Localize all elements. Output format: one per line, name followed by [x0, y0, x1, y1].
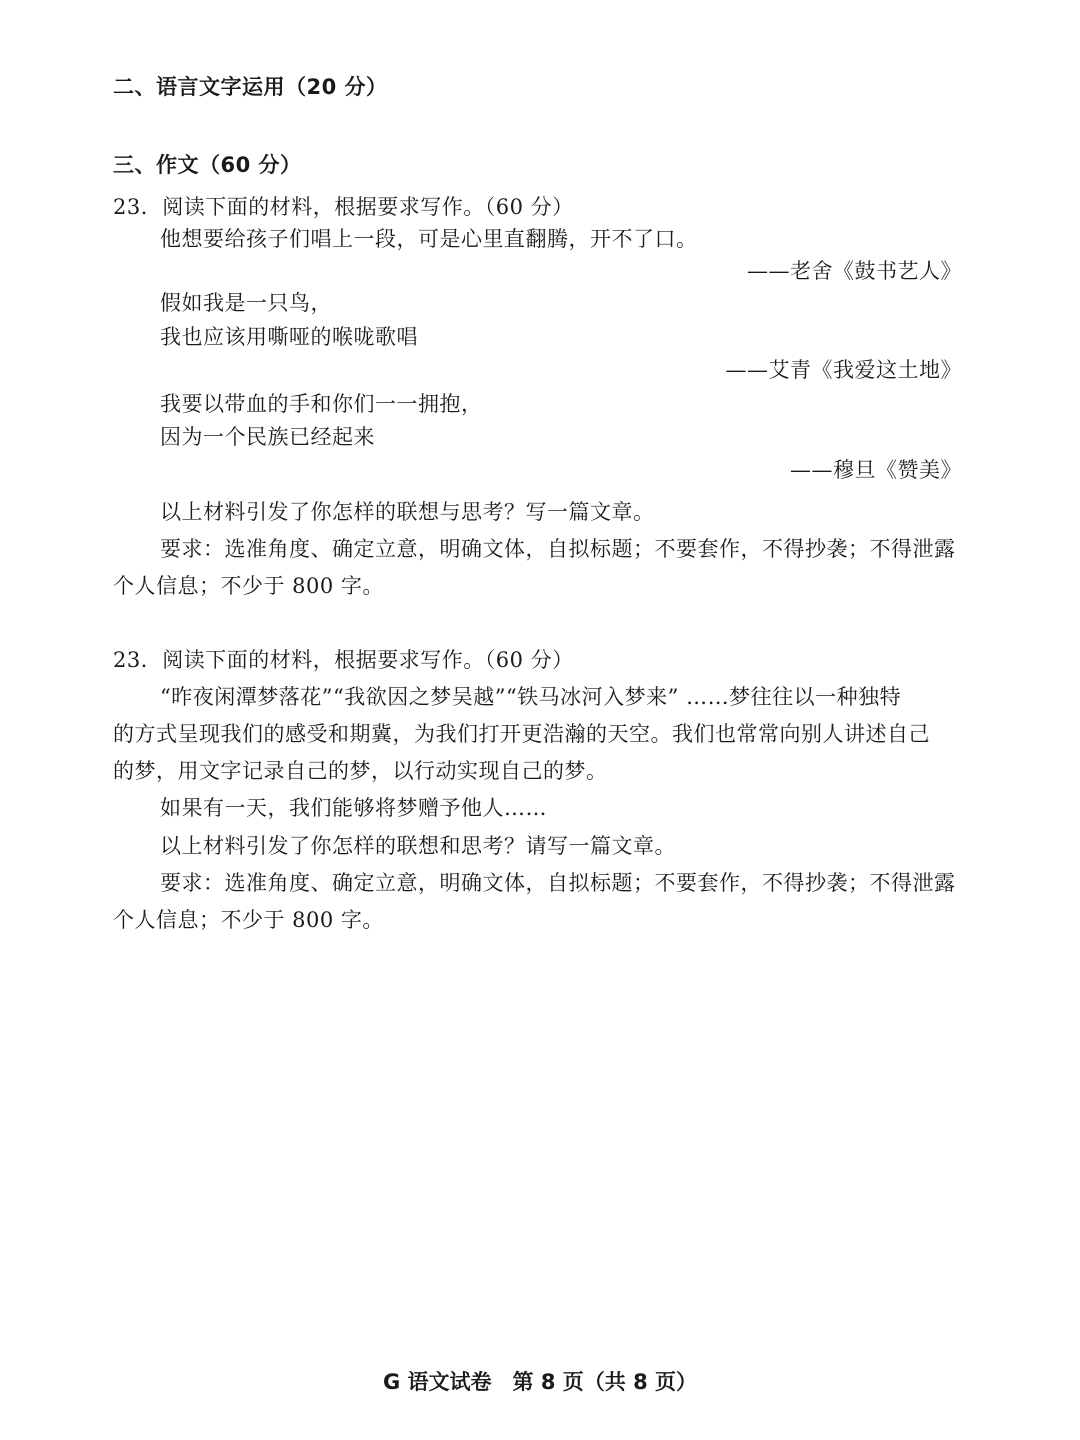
quote-mudan-line2: 因为一个民族已经起来 — [160, 425, 375, 449]
source-mudan: ——穆旦《赞美》 — [790, 458, 962, 482]
material-line2: 的方式呈现我们的感受和期冀，为我们打开更浩瀚的天空。我们也常常向别人讲述自己 — [113, 722, 930, 746]
material-line4: 如果有一天，我们能够将梦赠予他人…… — [160, 796, 547, 820]
page-footer: G 语文试卷 第 8 页（共 8 页） — [382, 1370, 697, 1394]
material-line1: “昨夜闲潭梦落花”“我欲因之梦吴越”“铁马冰河入梦来” ……梦往往以一种独特 — [160, 685, 902, 709]
question-2-task: 以上材料引发了你怎样的联想和思考？请写一篇文章。 — [160, 834, 676, 858]
section3-heading: 三、作文（60 分） — [113, 153, 302, 177]
question-1-requirements-line1: 要求：选准角度、确定立意，明确文体，自拟标题；不要套作，不得抄袭；不得泄露 — [160, 537, 956, 561]
question-1-requirements-line2: 个人信息；不少于 800 字。 — [113, 574, 384, 598]
question-2-requirements-line1: 要求：选准角度、确定立意，明确文体，自拟标题；不要套作，不得抄袭；不得泄露 — [160, 871, 956, 895]
source-aiqing: ——艾青《我爱这土地》 — [725, 358, 962, 382]
question-2-requirements-line2: 个人信息；不少于 800 字。 — [113, 908, 384, 932]
question-1-prompt: 23．阅读下面的材料，根据要求写作。（60 分） — [113, 195, 574, 219]
quote-aiqing-line2: 我也应该用嘶哑的喉咙歌唱 — [160, 325, 418, 349]
quote-mudan-line1: 我要以带血的手和你们一一拥抱， — [160, 392, 483, 416]
question-2-prompt: 23．阅读下面的材料，根据要求写作。（60 分） — [113, 648, 574, 672]
material-line3: 的梦，用文字记录自己的梦，以行动实现自己的梦。 — [113, 759, 608, 783]
section2-heading: 二、语言文字运用（20 分） — [113, 75, 388, 99]
quote-aiqing-line1: 假如我是一只鸟， — [160, 291, 332, 315]
source-laoshe: ——老舍《鼓书艺人》 — [747, 259, 962, 283]
quote-laoshe: 他想要给孩子们唱上一段，可是心里直翻腾，开不了口。 — [160, 227, 698, 251]
question-1-task: 以上材料引发了你怎样的联想与思考？写一篇文章。 — [160, 500, 655, 524]
